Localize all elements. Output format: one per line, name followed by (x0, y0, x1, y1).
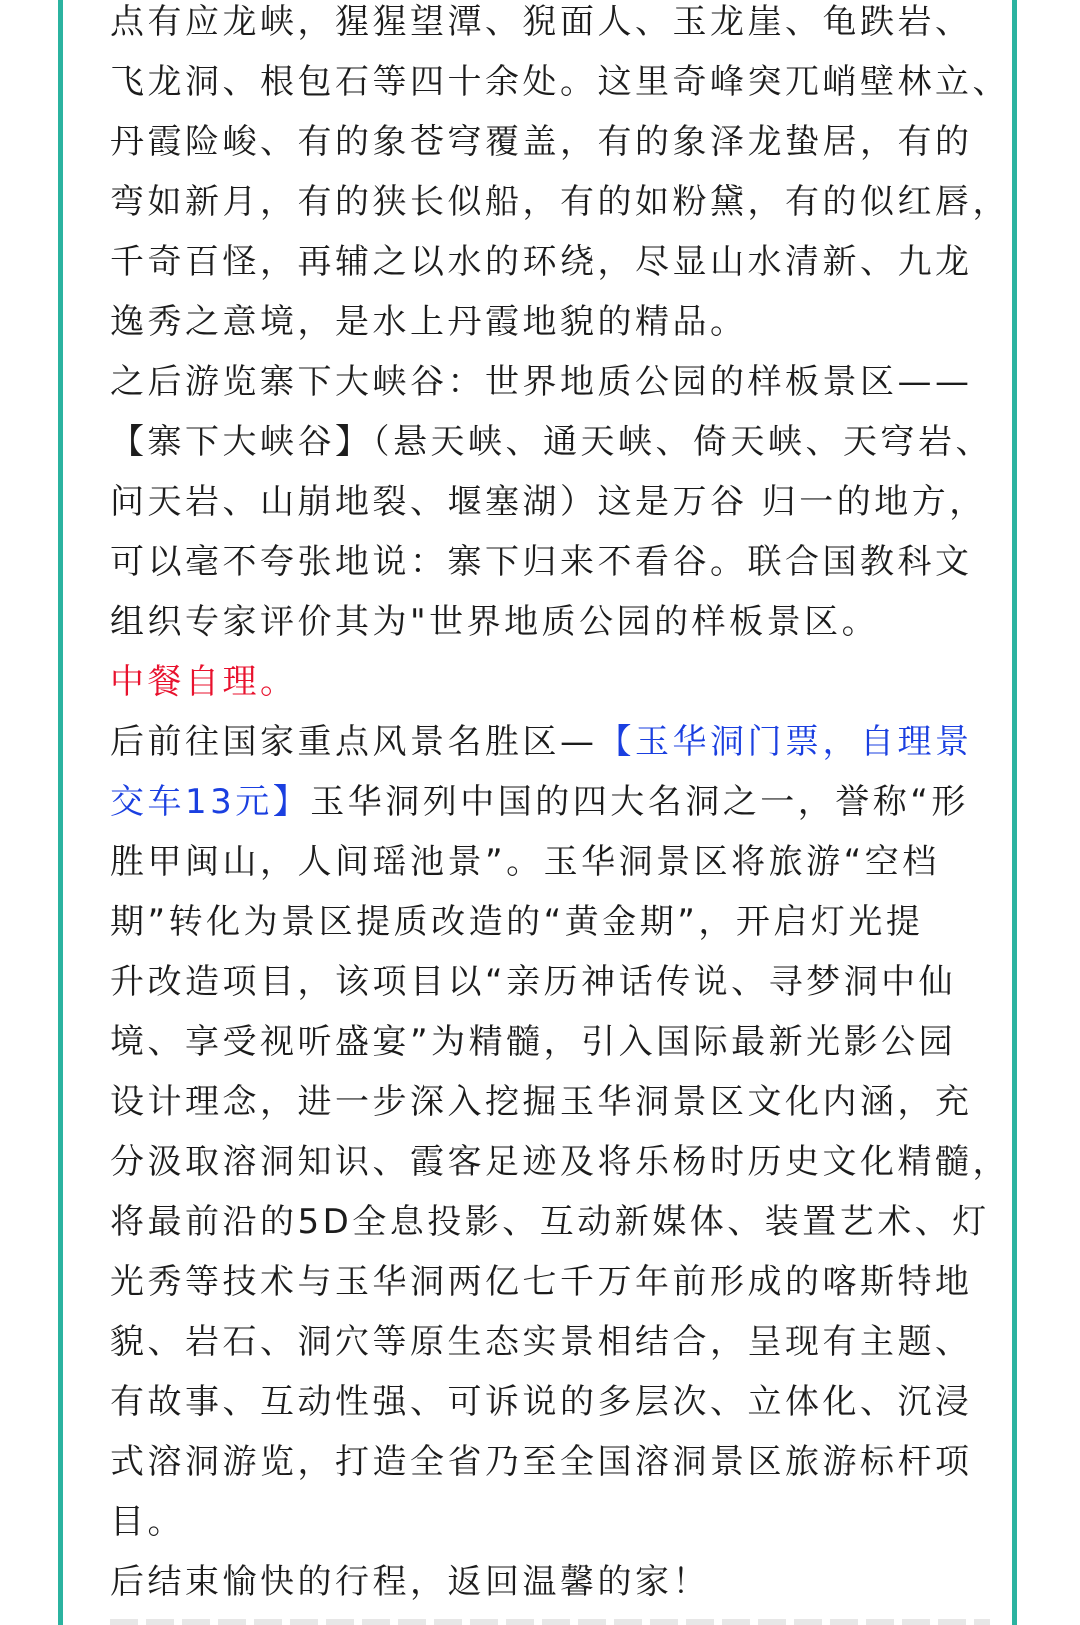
ticket-note: 交车13元】 (110, 782, 311, 822)
cutoff-text-fragment (110, 1619, 990, 1625)
text-segment: 弯如新月，有的狭长似船，有的如粉黛，有的似红唇， (110, 182, 1010, 222)
text-segment: 后前往国家重点风景名胜区— (110, 722, 598, 762)
text-line (110, 952, 990, 1012)
text-segment: 式溶洞游览，打造全省乃至全国溶洞景区旅游标杆项 (110, 1442, 973, 1482)
text-segment: 组织专家评价其为"世界地质公园的样板景区。 (110, 602, 880, 642)
text-segment: 之后游览寨下大峡谷：世界地质公园的样板景区—— (110, 362, 973, 402)
text-line (110, 1252, 990, 1312)
lunch-note: 中餐自理。 (110, 662, 298, 702)
text-segment: 设计理念，进一步深入挖掘玉华洞景区文化内涵，充 (110, 1082, 973, 1122)
text-line (110, 52, 1010, 112)
next-line-cutoff (110, 1612, 990, 1625)
text-segment: 光秀等技术与玉华洞两亿七千万年前形成的喀斯特地 (110, 1262, 973, 1302)
text-segment: 丹霞险峻、有的象苍穹覆盖，有的象泽龙蛰居，有的 (110, 122, 973, 162)
text-segment: 目。 (110, 1502, 185, 1542)
text-segment: 有故事、互动性强、可诉说的多层次、立体化、沉浸 (110, 1382, 973, 1422)
text-line (110, 232, 990, 292)
text-line (110, 772, 990, 832)
text-line (110, 532, 990, 592)
text-line (110, 472, 990, 532)
text-line (110, 892, 990, 952)
itinerary-text-body (110, 0, 1010, 1612)
text-segment: 点有应龙峡，猩猩望潭、猊面人、玉龙崖、龟跌岩、 (110, 2, 973, 42)
text-line (110, 1492, 990, 1552)
text-segment: 期”转化为景区提质改造的“黄金期”，开启灯光提 (110, 902, 924, 942)
text-line (110, 712, 990, 772)
text-line (110, 172, 1010, 232)
text-line (110, 292, 990, 352)
ticket-note: 【玉华洞门票，自理景 (597, 722, 973, 762)
closing-text: 后结束愉快的行程，返回温馨的家！ (110, 1562, 710, 1602)
text-segment: 【寨下大峡谷】（悬天峡、通天峡、倚天峡、天穹岩、 (110, 422, 993, 462)
text-line (110, 1432, 990, 1492)
left-frame-border (58, 0, 63, 1625)
text-segment: 逸秀之意境，是水上丹霞地貌的精品。 (110, 302, 748, 342)
text-segment: 胜甲闽山，人间瑶池景”。玉华洞景区将旅游“空档 (110, 842, 940, 882)
text-segment: 貌、岩石、洞穴等原生态实景相结合，呈现有主题、 (110, 1322, 973, 1362)
text-segment: 飞龙洞、根包石等四十余处。这里奇峰突兀峭壁林立、 (110, 62, 1010, 102)
text-line (110, 1312, 990, 1372)
lunch-note-line (110, 652, 990, 712)
text-line (110, 0, 990, 52)
text-segment: 千奇百怪，再辅之以水的环绕，尽显山水清新、九龙 (110, 242, 973, 282)
text-segment: 将最前沿的5D全息投影、互动新媒体、装置艺术、灯 (110, 1202, 990, 1242)
text-line (110, 1072, 990, 1132)
text-line (110, 412, 993, 472)
text-segment: 升改造项目，该项目以“亲历神话传说、寻梦洞中仙 (110, 962, 957, 1002)
text-line (110, 1372, 990, 1432)
text-line (110, 832, 990, 892)
text-line (110, 352, 990, 412)
text-segment: 分汲取溶洞知识、霞客足迹及将乐杨时历史文化精髓， (110, 1142, 1010, 1182)
text-line (110, 1132, 1010, 1192)
text-segment: 玉华洞列中国的四大名洞之一，誉称“形 (310, 782, 969, 822)
text-line (110, 592, 990, 652)
text-line (110, 1192, 990, 1252)
text-line (110, 1012, 990, 1072)
text-line (110, 112, 990, 172)
text-segment: 可以毫不夸张地说：寨下归来不看谷。联合国教科文 (110, 542, 973, 582)
text-segment: 境、享受视听盛宴”为精髓，引入国际最新光影公园 (110, 1022, 957, 1062)
right-frame-border (1012, 0, 1017, 1625)
text-segment: 问天岩、山崩地裂、堰塞湖）这是万谷 归一的地方， (110, 482, 987, 522)
closing-line (110, 1552, 990, 1612)
